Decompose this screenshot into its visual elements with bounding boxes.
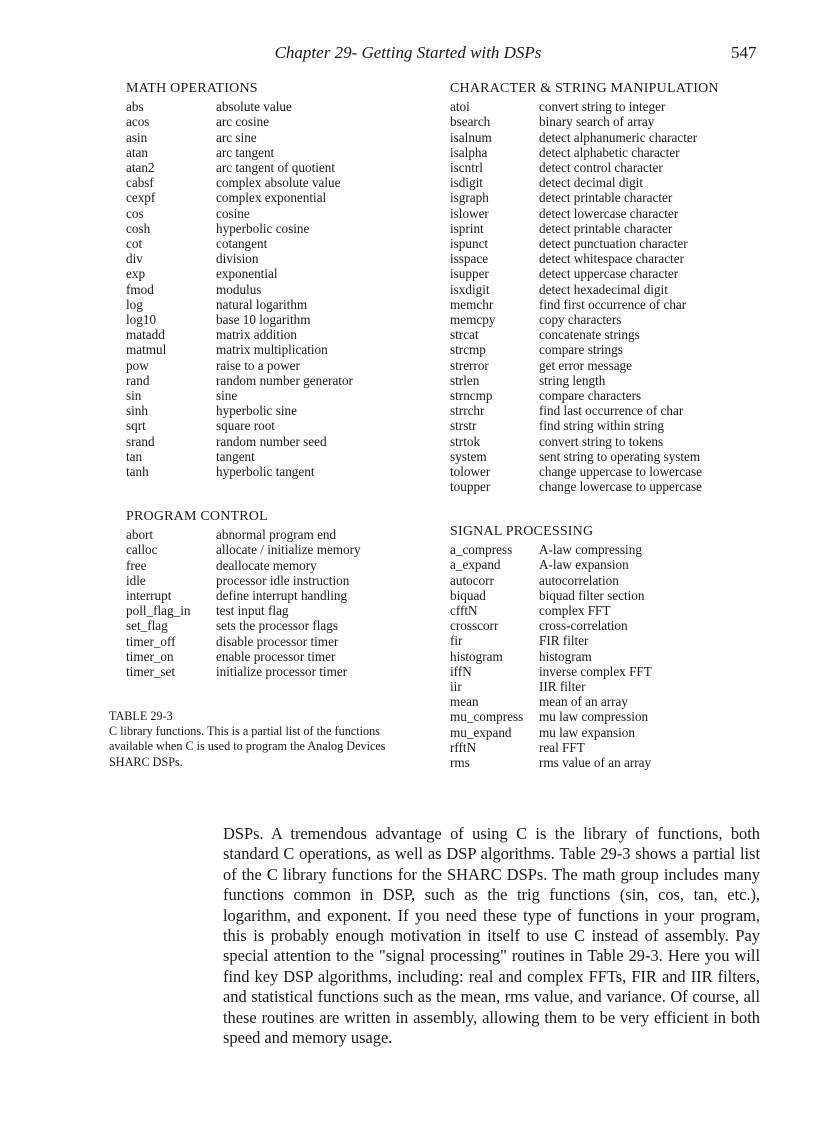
function-description: A-law compressing	[539, 542, 642, 558]
function-name: atan	[126, 144, 148, 160]
function-row	[450, 603, 652, 618]
function-name: cabsf	[126, 175, 154, 191]
function-row	[450, 190, 719, 205]
function-name: tolower	[450, 464, 491, 480]
function-description: FIR filter	[539, 633, 589, 649]
function-description: detect lowercase character	[539, 205, 679, 221]
function-description: detect alphanumeric character	[539, 129, 698, 145]
table-caption-text: C library functions. This is a partial list of the functions available when C is used to program the Analog Devices SHARC DSPs.	[109, 724, 386, 769]
function-row	[450, 709, 652, 724]
function-description: change uppercase to lowercase	[539, 464, 702, 480]
function-name: strerror	[450, 357, 489, 373]
function-description: detect printable character	[539, 190, 673, 206]
function-name: rms	[450, 755, 470, 771]
function-description: copy characters	[539, 312, 622, 328]
function-description: tangent	[216, 448, 255, 464]
function-row	[450, 221, 719, 236]
function-row	[450, 449, 719, 464]
function-row	[126, 175, 353, 190]
function-row	[126, 130, 353, 145]
function-description: compare strings	[539, 342, 623, 358]
function-row	[126, 358, 353, 373]
math-operations-section	[126, 81, 353, 479]
function-row	[450, 145, 719, 160]
function-name: timer_set	[126, 664, 176, 680]
function-description: square root	[216, 418, 275, 434]
function-row	[450, 297, 719, 312]
body-paragraph: DSPs. A tremendous advantage of using C is the library of functions, both standard C operations, as well as DSP algorithms. Table 29-3 shows a partial list of the C library functions for the SHARC DSPs. The math group includes many functions common in DSP, such as the trig functions (sin, cos, tan, etc.), logarithm, and exponent. If you need these type of functions in your program, this is probably enough motivation in itself to use C instead of assembly. Pay special attention to the "signal processing" routines in Table 29-3. Here you will find key DSP algorithms, including: real and complex FFTs, FIR and IIR filters, and statistical functions such as the mean, rms value, and variance. Of course, all these routines are written in assembly, allowing them to be very efficient in both speed and memory usage.	[223, 824, 760, 1048]
function-name: strcmp	[450, 342, 486, 358]
function-name: abort	[126, 527, 154, 543]
function-name: tan	[126, 448, 143, 464]
function-name: isspace	[450, 251, 489, 267]
table-caption-label: TABLE 29-3	[109, 709, 173, 723]
function-description: rms value of an array	[539, 755, 652, 771]
function-description: sent string to operating system	[539, 448, 701, 464]
function-name: rand	[126, 372, 150, 388]
function-description: hyperbolic cosine	[216, 220, 310, 236]
function-name: fir	[450, 633, 463, 649]
function-row	[126, 206, 353, 221]
string-manipulation-section	[450, 81, 719, 494]
function-row	[450, 327, 719, 342]
function-name: iffN	[450, 663, 472, 679]
function-row	[126, 373, 353, 388]
function-name: isalnum	[450, 129, 492, 145]
function-description: detect hexadecimal digit	[539, 281, 668, 297]
function-description: matrix multiplication	[216, 342, 328, 358]
function-row	[450, 434, 719, 449]
function-description: change lowercase to uppercase	[539, 479, 702, 495]
function-description: hyperbolic sine	[216, 403, 297, 419]
function-description: random number generator	[216, 372, 353, 388]
function-description: find string within string	[539, 418, 664, 434]
function-description: inverse complex FFT	[539, 663, 652, 679]
function-name: autocorr	[450, 572, 494, 588]
function-name: idle	[126, 572, 146, 588]
page-number: 547	[731, 43, 757, 62]
function-row	[450, 175, 719, 190]
function-name: toupper	[450, 479, 491, 495]
function-name: log	[126, 296, 143, 312]
function-row	[126, 236, 353, 251]
page-header-title: Chapter 29- Getting Started with DSPs	[274, 43, 542, 62]
function-name: pow	[126, 357, 149, 373]
function-row	[450, 130, 719, 145]
math-operations-title: MATH OPERATIONS	[126, 81, 258, 96]
function-row	[126, 449, 353, 464]
function-description: detect uppercase character	[539, 266, 679, 282]
function-row	[126, 145, 353, 160]
function-row	[450, 312, 719, 327]
function-row	[126, 588, 361, 603]
function-name: srand	[126, 433, 155, 449]
function-name: calloc	[126, 542, 158, 558]
function-description: mu law compression	[539, 709, 649, 725]
function-description: get error message	[539, 357, 633, 373]
function-row	[450, 679, 652, 694]
function-row	[126, 542, 361, 557]
function-description: concatenate strings	[539, 327, 640, 343]
function-row	[126, 99, 353, 114]
function-name: timer_off	[126, 633, 176, 649]
function-row	[450, 664, 652, 679]
function-row	[450, 251, 719, 266]
function-description: define interrupt handling	[216, 588, 348, 604]
function-name: cos	[126, 205, 144, 221]
function-description: find first occurrence of char	[539, 296, 687, 312]
function-description: convert string to tokens	[539, 433, 664, 449]
function-name: strlen	[450, 372, 480, 388]
function-description: detect decimal digit	[539, 175, 643, 191]
function-description: complex absolute value	[216, 175, 341, 191]
function-row	[126, 327, 353, 342]
function-name: atoi	[450, 99, 470, 115]
function-row	[126, 634, 361, 649]
math-operations-list	[126, 99, 353, 479]
function-description: cosine	[216, 205, 250, 221]
function-name: div	[126, 251, 143, 267]
function-row	[450, 266, 719, 281]
function-description: matrix addition	[216, 327, 297, 343]
function-description: disable processor timer	[216, 633, 339, 649]
function-description: detect control character	[539, 160, 663, 176]
function-description: mean of an array	[539, 694, 628, 710]
function-row	[450, 418, 719, 433]
function-description: raise to a power	[216, 357, 300, 373]
function-row	[126, 251, 353, 266]
function-description: cross-correlation	[539, 618, 628, 634]
function-description: find last occurrence of char	[539, 403, 684, 419]
function-row	[126, 527, 361, 542]
function-description: enable processor timer	[216, 648, 336, 664]
function-row	[126, 190, 353, 205]
function-description: biquad filter section	[539, 587, 645, 603]
function-name: rfftN	[450, 739, 477, 755]
function-description: sets the processor flags	[216, 618, 338, 634]
function-name: strcat	[450, 327, 479, 343]
function-description: initialize processor timer	[216, 664, 348, 680]
function-name: mean	[450, 694, 479, 710]
function-row	[126, 114, 353, 129]
function-description: absolute value	[216, 99, 292, 115]
function-row	[126, 342, 353, 357]
function-name: sinh	[126, 403, 148, 419]
function-name: bsearch	[450, 114, 491, 130]
function-row	[450, 206, 719, 221]
function-name: ispunct	[450, 236, 489, 252]
function-name: strrchr	[450, 403, 485, 419]
function-row	[126, 464, 353, 479]
function-row	[450, 542, 652, 557]
function-row	[126, 649, 361, 664]
function-name: acos	[126, 114, 150, 130]
function-row	[126, 434, 353, 449]
function-name: histogram	[450, 648, 503, 664]
function-row	[126, 160, 353, 175]
function-name: isdigit	[450, 175, 483, 191]
function-row	[126, 297, 353, 312]
function-name: islower	[450, 205, 489, 221]
function-name: iscntrl	[450, 160, 483, 176]
function-row	[450, 618, 652, 633]
function-row	[126, 558, 361, 573]
function-description: exponential	[216, 266, 278, 282]
function-row	[450, 573, 652, 588]
function-description: cotangent	[216, 236, 268, 252]
function-name: fmod	[126, 281, 154, 297]
function-name: atan2	[126, 160, 155, 176]
function-description: deallocate memory	[216, 557, 317, 573]
function-description: allocate / initialize memory	[216, 542, 361, 558]
function-row	[450, 236, 719, 251]
function-row	[450, 99, 719, 114]
function-row	[126, 221, 353, 236]
function-row	[126, 618, 361, 633]
function-name: a_expand	[450, 557, 501, 573]
function-row	[450, 694, 652, 709]
function-description: arc tangent of quotient	[216, 160, 336, 176]
function-name: exp	[126, 266, 146, 282]
function-description: detect whitespace character	[539, 251, 684, 267]
function-row	[450, 557, 652, 572]
function-description: test input flag	[216, 603, 289, 619]
function-name: sqrt	[126, 418, 146, 434]
function-description: arc sine	[216, 129, 257, 145]
function-row	[450, 479, 719, 494]
function-description: hyperbolic tangent	[216, 464, 315, 480]
function-name: isalpha	[450, 144, 488, 160]
function-row	[126, 418, 353, 433]
function-row	[450, 114, 719, 129]
function-description: convert string to integer	[539, 99, 666, 115]
function-name: biquad	[450, 587, 486, 603]
string-manipulation-title: CHARACTER & STRING MANIPULATION	[450, 81, 719, 96]
signal-processing-title: SIGNAL PROCESSING	[450, 524, 594, 539]
function-name: matadd	[126, 327, 165, 343]
function-name: mu_expand	[450, 724, 512, 740]
function-row	[450, 373, 719, 388]
function-name: strstr	[450, 418, 477, 434]
function-description: binary search of array	[539, 114, 655, 130]
function-description: real FFT	[539, 739, 585, 755]
function-name: isprint	[450, 220, 484, 236]
function-name: system	[450, 448, 487, 464]
function-row	[126, 282, 353, 297]
function-row	[126, 266, 353, 281]
function-description: processor idle instruction	[216, 572, 350, 588]
function-row	[450, 588, 652, 603]
function-row	[450, 755, 652, 770]
function-row	[450, 464, 719, 479]
function-description: histogram	[539, 648, 592, 664]
function-row	[126, 403, 353, 418]
function-description: compare characters	[539, 388, 642, 404]
function-description: complex exponential	[216, 190, 327, 206]
function-row	[450, 160, 719, 175]
function-name: cosh	[126, 220, 151, 236]
function-name: set_flag	[126, 618, 168, 634]
program-control-list	[126, 527, 361, 679]
function-name: asin	[126, 129, 148, 145]
function-name: poll_flag_in	[126, 603, 191, 619]
function-row	[450, 342, 719, 357]
function-description: detect alphabetic character	[539, 144, 680, 160]
function-name: log10	[126, 312, 157, 328]
function-name: cot	[126, 236, 143, 252]
program-control-section	[126, 509, 361, 679]
function-name: memcpy	[450, 312, 496, 328]
function-name: isupper	[450, 266, 489, 282]
function-description: modulus	[216, 281, 262, 297]
function-description: base 10 logarithm	[216, 312, 311, 328]
function-description: natural logarithm	[216, 296, 308, 312]
function-description: A-law expansion	[539, 557, 629, 573]
function-name: tanh	[126, 464, 149, 480]
function-row	[450, 358, 719, 373]
function-name: cexpf	[126, 190, 156, 206]
function-row	[126, 664, 361, 679]
function-name: abs	[126, 99, 144, 115]
function-name: strncmp	[450, 388, 493, 404]
function-description: complex FFT	[539, 603, 611, 619]
function-name: memchr	[450, 296, 494, 312]
function-name: iir	[450, 679, 462, 695]
function-name: isxdigit	[450, 281, 490, 297]
function-name: free	[126, 557, 147, 573]
string-manipulation-list	[450, 99, 719, 494]
function-name: a_compress	[450, 542, 513, 558]
function-name: strtok	[450, 433, 481, 449]
function-description: abnormal program end	[216, 527, 337, 543]
program-control-title: PROGRAM CONTROL	[126, 509, 268, 524]
signal-processing-section	[450, 524, 652, 770]
function-row	[450, 388, 719, 403]
function-name: timer_on	[126, 648, 174, 664]
function-row	[450, 649, 652, 664]
function-row	[126, 603, 361, 618]
function-description: detect punctuation character	[539, 236, 688, 252]
function-row	[450, 403, 719, 418]
function-description: mu law expansion	[539, 724, 635, 740]
function-row	[450, 725, 652, 740]
function-description: arc cosine	[216, 114, 270, 130]
function-row	[450, 740, 652, 755]
function-name: sin	[126, 388, 142, 404]
function-description: string length	[539, 372, 606, 388]
function-row	[126, 573, 361, 588]
function-description: arc tangent	[216, 144, 275, 160]
function-row	[126, 388, 353, 403]
function-name: isgraph	[450, 190, 489, 206]
function-row	[450, 282, 719, 297]
function-name: crosscorr	[450, 618, 499, 634]
function-description: IIR filter	[539, 679, 586, 695]
function-name: matmul	[126, 342, 167, 358]
function-row	[126, 312, 353, 327]
table-caption	[109, 709, 399, 770]
function-description: division	[216, 251, 259, 267]
function-name: interrupt	[126, 588, 172, 604]
signal-processing-list	[450, 542, 652, 770]
function-description: autocorrelation	[539, 572, 619, 588]
function-name: cfftN	[450, 603, 478, 619]
function-description: detect printable character	[539, 220, 673, 236]
function-row	[450, 633, 652, 648]
function-description: sine	[216, 388, 238, 404]
function-name: mu_compress	[450, 709, 524, 725]
function-description: random number seed	[216, 433, 327, 449]
